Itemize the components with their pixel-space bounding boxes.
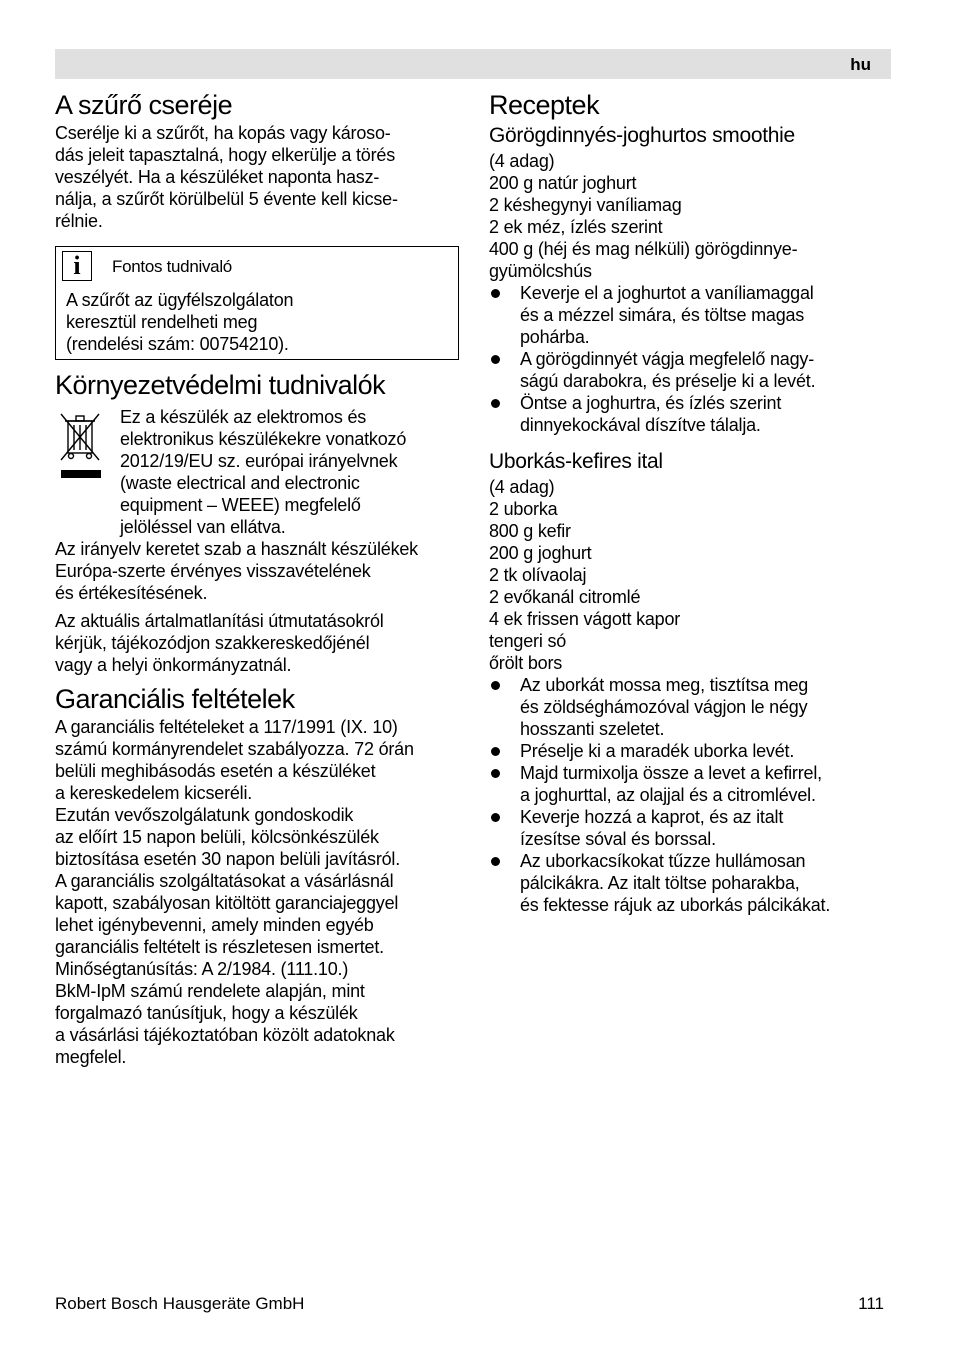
list-item	[489, 348, 889, 392]
text-line: Európa-szerte érvényes visszavételének	[55, 561, 371, 581]
text-line: kapott, szabályosan kitöltött garanciajeggyel	[55, 893, 399, 913]
list-item	[489, 392, 889, 436]
list-item-text: A görögdinnyét vágja megfelelő nagy- ságú darabokra, és préselje ki a levét.	[520, 349, 816, 391]
text-line: 200 g joghurt	[489, 543, 592, 563]
text-line: 4 ek frissen vágott kapor	[489, 609, 681, 629]
info-text	[66, 289, 293, 355]
bullet-icon	[491, 857, 500, 866]
text-line: jelöléssel van ellátva.	[120, 517, 286, 537]
text-line: 200 g natúr joghurt	[489, 173, 637, 193]
recipe2-steps	[489, 674, 889, 916]
directive-text	[55, 538, 460, 604]
environment-heading: Környezetvédelmi tudnivalók	[55, 370, 386, 400]
text-line: elektronikus készülékekre vonatkozó	[120, 429, 407, 449]
bullet-icon	[491, 769, 500, 778]
recipe2-ingredients	[489, 476, 889, 674]
list-item-text: Préselje ki a maradék uborka levét.	[520, 741, 795, 761]
bullet-icon	[491, 747, 500, 756]
text-line: vagy a helyi önkormányzatnál.	[55, 655, 292, 675]
info-title: Fontos tudnivaló	[112, 257, 232, 276]
filter-heading: A szűrő cseréje	[55, 90, 233, 120]
text-line: a vásárlási tájékoztatóban közölt adatoknak	[55, 1025, 395, 1045]
text-line: gyümölcshús	[489, 261, 592, 281]
list-item-text: Öntse a joghurtra, és ízlés szerint dinnyekockával díszítve tálalja.	[520, 393, 782, 435]
list-item-text: Keverje hozzá a kaprot, és az italt ízesítse sóval és borssal.	[520, 807, 784, 849]
bullet-icon	[491, 813, 500, 822]
text-line: garanciális feltételt is részletesen ismertet.	[55, 937, 384, 957]
filter-text	[55, 122, 460, 232]
text-line: Ezután vevőszolgálatunk gondoskodik	[55, 805, 354, 825]
text-line: 2 ek méz, ízlés szerint	[489, 217, 663, 237]
bullet-icon	[491, 355, 500, 364]
text-line: megfelel.	[55, 1047, 127, 1067]
text-line: tengeri só	[489, 631, 567, 651]
text-line: 400 g (héj és mag nélküli) görögdinnye-	[489, 239, 798, 259]
text-line: 2 uborka	[489, 499, 558, 519]
text-line: 2 tk olívaolaj	[489, 565, 587, 585]
text-line: forgalmazó tanúsítjuk, hogy a készülék	[55, 1003, 358, 1023]
bullet-icon	[491, 399, 500, 408]
text-line: A garanciális feltételeket a 117/1991 (IX. 10)	[55, 717, 398, 737]
list-item-text: Az uborkát mossa meg, tisztítsa meg és zöldséghámozóval vágjon le négy hosszanti szeletet.	[520, 675, 809, 739]
footer-company: Robert Bosch Hausgeräte GmbH	[55, 1294, 305, 1313]
page-number: 111	[858, 1294, 884, 1313]
text-line: Az aktuális ártalmatlanítási útmutatásokról	[55, 611, 384, 631]
info-icon: i	[62, 251, 92, 281]
text-line: 2 evőkanál citromlé	[489, 587, 641, 607]
text-line: biztosítása esetén 30 napon belüli javításról.	[55, 849, 401, 869]
bullet-icon	[491, 681, 500, 690]
text-line: 2012/19/EU sz. európai irányelvnek	[120, 451, 398, 471]
right-column	[489, 88, 889, 916]
text-line: dás jeleit tapasztalná, hogy elkerülje a törés	[55, 145, 396, 165]
info-box	[55, 246, 459, 360]
weee-block	[55, 406, 460, 538]
header-bar	[55, 49, 891, 79]
recipes-heading: Receptek	[489, 90, 600, 120]
text-line: számú kormányrendelet szabályozza. 72 órán	[55, 739, 414, 759]
text-line: (waste electrical and electronic	[120, 473, 360, 493]
text-line: rélnie.	[55, 211, 103, 231]
text-line: Ez a készülék az elektromos és	[120, 407, 367, 427]
recipe1-title: Görögdinnyés-joghurtos smoothie	[489, 124, 795, 147]
text-line: a kereskedelem kicseréli.	[55, 783, 253, 803]
list-item-text: Az uborkacsíkokat tűzze hullámosan pálcikákra. Az italt töltse poharakba, és fektesse rájuk az uborkás pálcikákat.	[520, 851, 831, 915]
text-line: BkM-IpM számú rendelete alapján, mint	[55, 981, 365, 1001]
text-line: (rendelési szám: 00754210).	[66, 334, 289, 354]
text-line: lehet igénybevenni, amely minden egyéb	[55, 915, 374, 935]
text-line: A garanciális szolgáltatásokat a vásárlásnál	[55, 871, 394, 891]
text-line: nálja, a szűrőt körülbelül 5 évente kell kicse-	[55, 189, 398, 209]
list-item	[489, 674, 889, 740]
crossed-bin-icon	[59, 412, 101, 480]
left-column	[55, 88, 460, 1068]
text-line: A szűrőt az ügyfélszolgálaton	[66, 290, 294, 310]
text-line: (4 adag)	[489, 151, 555, 171]
text-line: 800 g kefir	[489, 521, 571, 541]
text-line: az előírt 15 napon belüli, kölcsönkészülék	[55, 827, 379, 847]
text-line: Cserélje ki a szűrőt, ha kopás vagy károso-	[55, 123, 391, 143]
list-item-text: Majd turmixolja össze a levet a kefirrel, a joghurttal, az olajjal és a citromlével.	[520, 763, 822, 805]
list-item-text: Keverje el a joghurtot a vaníliamaggal és a mézzel simára, és töltse magas pohárba.	[520, 283, 814, 347]
text-line: Minőségtanúsítás: A 2/1984. (111.10.)	[55, 959, 349, 979]
recipe1-ingredients	[489, 150, 889, 282]
text-line: kérjük, tájékozódjon szakkereskedőjénél	[55, 633, 370, 653]
text-line: equipment – WEEE) megfelelő	[120, 495, 361, 515]
text-line: őrölt bors	[489, 653, 563, 673]
list-item	[489, 850, 889, 916]
text-line: veszélyét. Ha a készüléket naponta hasz-	[55, 167, 380, 187]
list-item	[489, 740, 889, 762]
recipe1-steps	[489, 282, 889, 436]
warranty-heading: Garanciális feltételek	[55, 684, 295, 714]
recipe2-title: Uborkás-kefires ital	[489, 450, 663, 473]
bullet-icon	[491, 289, 500, 298]
weee-text	[120, 406, 406, 538]
list-item	[489, 806, 889, 850]
disposal-text	[55, 610, 460, 676]
list-item	[489, 762, 889, 806]
text-line: keresztül rendelheti meg	[66, 312, 258, 332]
list-item	[489, 282, 889, 348]
text-line: Az irányelv keretet szab a használt készülékek	[55, 539, 418, 559]
text-line: (4 adag)	[489, 477, 555, 497]
language-code: hu	[850, 55, 871, 74]
warranty-text	[55, 716, 460, 1068]
text-line: belüli meghibásodás esetén a készüléket	[55, 761, 376, 781]
text-line: és értékesítésének.	[55, 583, 208, 603]
text-line: 2 késhegynyi vaníliamag	[489, 195, 682, 215]
